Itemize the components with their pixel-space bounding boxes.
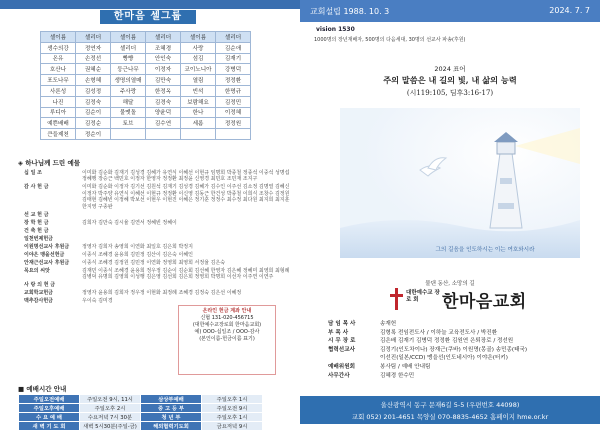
staff-names: 이선진(일본/CCD) 맹을선(인도네시아) 이야은(터키) (380, 355, 508, 362)
top-strip (0, 0, 300, 9)
staff-role: 사무간사 (328, 372, 350, 379)
offering-row (24, 184, 290, 210)
right-page (300, 0, 600, 424)
offering-label: 목요의 씨앗 (24, 267, 50, 274)
grid-cell: 한정옥 (146, 85, 181, 96)
grid-cell: 김경숙 (146, 96, 181, 107)
offering-names: 정영자 김희자 송영희 이연화 최일호 김은희 박정지 (82, 243, 193, 250)
notice-line: 신협 131-020-456715 (200, 315, 254, 321)
notice-line: (본인이름-헌금이름 표기) (199, 336, 255, 342)
church-identity (390, 286, 590, 316)
staff-row (328, 346, 588, 355)
grid-cell: 세롬 (181, 118, 216, 129)
offering-label: 안재근선교사 후원금 (24, 259, 70, 266)
worship-times-table (18, 394, 263, 431)
grid-cell: 토브 (111, 118, 146, 129)
grid-cell: 김순애 (216, 42, 251, 53)
grid-cell: 권혜순 (76, 64, 111, 75)
grid-cell: 김수연 (146, 118, 181, 129)
staff-role: 부 목 사 (328, 329, 349, 336)
worship-time: 수요저녁 7시 30분 (80, 413, 141, 422)
grid-cell: 셀리더 (111, 42, 146, 53)
grid-cell: 둥근나무 (111, 64, 146, 75)
offering-label: 건 축 헌 금 (24, 227, 49, 234)
grid-cell: 사론성 (41, 85, 76, 96)
grid-cell: 셀리더 (146, 32, 181, 43)
offering-names (82, 228, 290, 234)
grid-row (41, 85, 251, 96)
staff-role: 시 무 장 로 (328, 338, 356, 345)
offering-row (24, 252, 290, 258)
footer (300, 396, 600, 424)
offering-row (24, 282, 290, 288)
grid-cell: 온유 (41, 53, 76, 64)
grid-cell: 한나 (181, 107, 216, 118)
offering-row (24, 290, 290, 296)
grid-cell: 물맷돌 (111, 107, 146, 118)
worship-times-heading: ■ 예배시간 안내 (18, 385, 67, 393)
offering-label: 감 사 헌 금 (24, 184, 49, 191)
worship-name: 해외협력기도회 (141, 422, 202, 431)
grid-cell: 나진 (41, 96, 76, 107)
staff-row (328, 337, 588, 346)
staff-list (328, 320, 588, 380)
offering-names: 이종식 조혜경 김정원 김민정 이연화 정영희 최영희 서정율 김은숙 (82, 259, 226, 266)
grid-row (41, 75, 251, 86)
staff-row (328, 329, 588, 338)
grid-cell: 조혜경 (146, 42, 181, 53)
cell-group-title: 한마음 셀그룹 (100, 10, 196, 24)
offering-row (24, 236, 290, 242)
offering-label: 이원명선교사 후원금 (24, 243, 70, 250)
grid-cell: 정정원 (216, 118, 251, 129)
motto-verse: (시119:105, 딤후3:16-17) (406, 89, 494, 97)
slogan-sub: 물댄 동산, 소망의 길 (425, 281, 475, 287)
staff-names: 송재헌 (380, 321, 397, 327)
worship-row (19, 413, 263, 422)
online-offering-notice (178, 305, 276, 375)
offering-names (82, 282, 290, 288)
worship-time: 주일오전 9시, 11시 (80, 395, 141, 404)
grid-cell: 정연자 (76, 42, 111, 53)
grid-row (41, 53, 251, 64)
worship-time: 금요저녁 9시 (202, 422, 263, 431)
grid-cell: 포도나무 (41, 75, 76, 86)
staff-names: 봉사팀 / 예배 안내팀 (380, 363, 431, 370)
denomination: 대한예수교 장 로 회 (406, 290, 440, 303)
worship-name: 수 요 예 배 (19, 413, 80, 422)
grid-cell: 안인숙 (146, 53, 181, 64)
grid-cell: 김정숙 (76, 96, 111, 107)
offering-row (24, 220, 290, 226)
offering-label: 선 교 헌 금 (24, 211, 49, 218)
worship-name: 새 벽 기 도 회 (19, 422, 80, 431)
grid-cell: 코이노니아 (181, 64, 216, 75)
offering-label: 장 학 헌 금 (24, 219, 49, 226)
grid-cell: 열림 (181, 75, 216, 86)
grid-cell: 루디아 (41, 107, 76, 118)
year-motto-heading: 2024 표어 (434, 65, 466, 73)
vision-text: 1000명의 장년재배자, 500명의 다음세대, 30명의 선교사 파송(후원) (314, 37, 466, 43)
grid-cell: 김재기 (216, 53, 251, 64)
grid-row (41, 96, 251, 107)
grid-row (41, 64, 251, 75)
offering-names: 김재민 이종식 조혜경 윤용희 정우정 김순이 김순회 김선혜 한영자 김은혜 정혜미 최영희 최형례 김병덕 유명희 김영희 이성행 김은영 김선희 김은희 정영희 박명희 이선자 이주연 이연주 (82, 267, 290, 281)
grid-row (41, 129, 251, 140)
staff-row (328, 320, 588, 329)
worship-row (19, 422, 263, 431)
notice-line: (대한예수교장로회 한마음교회) (192, 322, 262, 328)
grid-cell: 예쁜배배 (41, 118, 76, 129)
offering-label: 사 랑 의 헌 금 (24, 282, 56, 289)
offering-names: 정영자 윤용희 김희자 정우정 이현화 최정례 조혜경 김정숙 김은선 이혜정 (82, 290, 242, 297)
grid-cell: 손형혜 (76, 75, 111, 86)
offering-names (82, 212, 290, 218)
offering-row (24, 260, 290, 266)
year-motto: 주의 말씀은 내 길의 빛, 내 삶의 능력 (383, 75, 517, 85)
worship-name: 중 고 등 부 (141, 404, 202, 413)
grid-cell: 큰들제천 (41, 129, 76, 140)
staff-names: 김은배 김재기 김병덕 정정환 김원연 은퇴장로 / 정선원 (380, 338, 514, 345)
cross-icon (390, 288, 402, 310)
grid-cell: 손정선 (76, 53, 111, 64)
grid-cell: 빈석 (181, 85, 216, 96)
grid-cell: 해달 (111, 96, 146, 107)
grid-cell: 김정민 (216, 96, 251, 107)
offering-names (82, 236, 290, 242)
grid-cell (146, 129, 181, 140)
staff-row (328, 363, 588, 372)
offering-row (24, 170, 290, 183)
staff-role: 예배위원회 (328, 363, 356, 370)
worship-time: 주일오후 1시 (202, 395, 263, 404)
grid-cell (111, 129, 146, 140)
grid-row (41, 42, 251, 53)
grid-cell: 보람해요 (181, 96, 216, 107)
grid-row (41, 107, 251, 118)
staff-row (328, 354, 588, 363)
staff-row (328, 372, 588, 381)
offering-row (24, 268, 290, 281)
offering-names: 이종식 조혜경 윤용희 김민정 김산이 김은숙 이혜인 (82, 251, 193, 258)
grid-cell (181, 129, 216, 140)
offering-row (24, 228, 290, 234)
worship-name: 주일오후예배 (19, 404, 80, 413)
bulletin-date: 2024. 7. 7 (549, 6, 590, 15)
staff-names: 김형록 전임전도사 / 이하늘 교육전도사 / 박진환 (380, 329, 498, 336)
left-page (0, 0, 300, 430)
notice-line: 예) OOO-십일조 / OOO-감사 (194, 329, 260, 335)
worship-name: 삼상부예배 (141, 395, 202, 404)
footer-address: 울산광역시 동구 문재6길 5-5 (우편번호 44098) (380, 401, 520, 409)
offering-row (24, 298, 290, 304)
offering-list (24, 170, 290, 306)
footer-contact: 교회 052) 201-4651 목양실 070-8835-4652 홈페이지 hme.or.kr (351, 413, 549, 421)
offering-row (24, 212, 290, 218)
lighthouse-illustration (340, 108, 580, 258)
grid-cell: 사랑 (181, 42, 216, 53)
grid-cell: 이정혜 (216, 107, 251, 118)
vision-label: vision 1530 (316, 26, 355, 33)
worship-time: 주일오후 2시 (80, 404, 141, 413)
offering-label: 이야은 맹을선헌금 (24, 251, 65, 258)
offering-label: 맥추감사헌금 (24, 298, 53, 305)
staff-names: 김정기(인도차이나) 장재근(쿠바) 이원명(몽골) 송민종(태국) (380, 346, 528, 353)
offering-names: 김희자 김만숙 김시율 김연서 정혜빈 정혜이 (82, 219, 177, 226)
worship-row (19, 395, 263, 404)
worship-time: 주일오후 1시 (202, 413, 263, 422)
grid-cell: 양윤덕 (146, 107, 181, 118)
grid-cell: 이정자 (146, 64, 181, 75)
grid-cell: 빵빵 (111, 53, 146, 64)
grid-cell: 셀이름 (41, 32, 76, 43)
offering-names: 우이숙 김미경 (82, 298, 113, 305)
offering-heading: ◈ 하나님께 드린 예물 (18, 159, 81, 167)
grid-cell: 생명의열매 (111, 75, 146, 86)
offering-names: 이미화 김순화 김재기 김성경 김혜가 유연식 이혜선 이현규 임명희 박종철 정종석 이중석 성명섭 정혜행 장승근 백민호 이정자 한영자 정정환 최정윤 신영경 최민호 조민재 조지구 (82, 170, 290, 183)
grid-row (41, 118, 251, 129)
grid-cell: 주사랑 (111, 85, 146, 96)
notice-title: 온라인 헌금 계좌 안내 (202, 308, 252, 314)
offering-label: 일천번제헌금 (24, 235, 53, 242)
worship-name: 청 년 부 (141, 413, 202, 422)
grid-cell: 김성정 (76, 85, 111, 96)
worship-time: 주일오전 9시 (202, 404, 263, 413)
grid-cell: 김만숙 (146, 75, 181, 86)
grid-cell: 정정환 (216, 75, 251, 86)
grid-header-row (41, 32, 251, 43)
grid-cell (216, 129, 251, 140)
grid-cell: 셀이름 (181, 32, 216, 43)
grid-cell: 셀리더 (76, 32, 111, 43)
church-name: 한마음교회 (442, 292, 527, 312)
worship-name: 주일오전예배 (19, 395, 80, 404)
grid-cell: 김정순 (76, 118, 111, 129)
offering-label: 십 일 조 (24, 170, 42, 176)
grid-cell: 정순이 (76, 129, 111, 140)
slogan: 그의 길음을 인도하시는 이는 여호와시라 (435, 247, 535, 253)
grid-cell: 호산나 (41, 64, 76, 75)
staff-role: 담 임 목 사 (328, 321, 356, 327)
header-strip (300, 0, 600, 22)
worship-row (19, 404, 263, 413)
grid-cell: 셀이름 (111, 32, 146, 43)
staff-role: 협력선교사 (328, 346, 356, 353)
grid-cell: 셀리더 (216, 32, 251, 43)
offering-names: 이미화 김순화 이정자 김기선 김원석 김재기 김성경 김혜가 김수인 이주선 김소정 김명열 김혜신 이정자 박주양 유연식 이혜선 이현규 정정환 이신영 김동근 한건성 박종철 이희식 조창수 김정원 김태현 김혜빈 이정혜 박보선 이현우 이현진 이혜은 정기훈 정정수 최수정 최다원 최지희 최지훈 한지영 구종완 (82, 184, 290, 210)
offering-label: 교회학교헌금 (24, 290, 53, 297)
grid-cell: 섬김 (181, 53, 216, 64)
cell-group-table (40, 31, 251, 140)
grid-cell: 강병덕 (216, 64, 251, 75)
grid-cell: 생수의강 (41, 42, 76, 53)
offering-row (24, 244, 290, 250)
staff-role (328, 354, 380, 363)
worship-time: 새벽 5시30분(주일-금) (80, 422, 141, 431)
grid-cell: 김순이 (76, 107, 111, 118)
grid-cell: 한명규 (216, 85, 251, 96)
founding-date: 교회설립 1988. 10. 3 (310, 7, 390, 16)
staff-names: 김혜경 한수민 (380, 372, 415, 379)
